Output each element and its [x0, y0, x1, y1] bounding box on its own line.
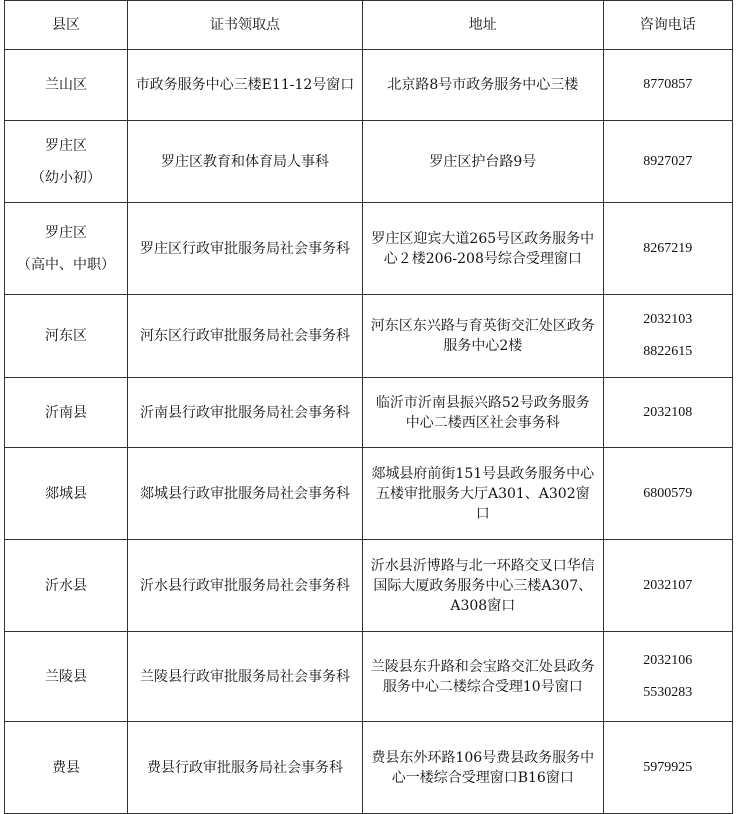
pickup-point-cell: 罗庄区行政审批服务局社会事务科 [127, 203, 362, 295]
phone-cell: 2032103 8822615 [603, 295, 732, 378]
phone-cell: 6800579 [603, 448, 732, 540]
pickup-point-cell: 罗庄区教育和体育局人事科 [127, 121, 362, 203]
table-row [5, 50, 733, 121]
header-pickup-point: 证书领取点 [127, 1, 362, 50]
district-cell: 郯城县 [5, 448, 128, 540]
header-address: 地址 [363, 1, 604, 50]
address-cell: 北京路8号市政务服务中心三楼 [363, 50, 604, 121]
pickup-point-cell: 郯城县行政审批服务局社会事务科 [127, 448, 362, 540]
address-cell: 临沂市沂南县振兴路52号政务服务中心二楼西区社会事务科 [363, 378, 604, 448]
district-cell: 罗庄区 （高中、中职） [5, 203, 128, 295]
header-district: 县区 [5, 1, 128, 50]
pickup-point-cell: 沂南县行政审批服务局社会事务科 [127, 378, 362, 448]
pickup-point-cell: 兰陵县行政审批服务局社会事务科 [127, 632, 362, 722]
district-cell: 沂水县 [5, 540, 128, 632]
address-cell: 兰陵县东升路和会宝路交汇处县政务服务中心二楼综合受理10号窗口 [363, 632, 604, 722]
phone-cell: 5979925 [603, 722, 732, 814]
pickup-point-cell: 河东区行政审批服务局社会事务科 [127, 295, 362, 378]
district-cell: 罗庄区 （幼小初） [5, 121, 128, 203]
address-cell: 沂水县沂博路与北一环路交叉口华信国际大厦政务服务中心三楼A307、A308窗口 [363, 540, 604, 632]
phone-cell: 2032107 [603, 540, 732, 632]
table-row [5, 448, 733, 540]
table-row [5, 378, 733, 448]
pickup-point-cell: 费县行政审批服务局社会事务科 [127, 722, 362, 814]
district-cell: 兰陵县 [5, 632, 128, 722]
table-row [5, 722, 733, 814]
district-cell: 兰山区 [5, 50, 128, 121]
table-row [5, 632, 733, 722]
address-cell: 罗庄区护台路9号 [363, 121, 604, 203]
table-row [5, 295, 733, 378]
header-phone: 咨询电话 [603, 1, 732, 50]
pickup-point-cell: 沂水县行政审批服务局社会事务科 [127, 540, 362, 632]
district-cell: 费县 [5, 722, 128, 814]
phone-cell: 2032108 [603, 378, 732, 448]
district-cell: 河东区 [5, 295, 128, 378]
header-row [5, 1, 733, 50]
phone-cell: 2032106 5530283 [603, 632, 732, 722]
phone-cell: 8770857 [603, 50, 732, 121]
address-cell: 费县东外环路106号费县政务服务中心一楼综合受理窗口B16窗口 [363, 722, 604, 814]
district-cell: 沂南县 [5, 378, 128, 448]
pickup-points-table [4, 0, 733, 814]
table-row [5, 203, 733, 295]
table-row [5, 540, 733, 632]
pickup-point-cell: 市政务服务中心三楼E11-12号窗口 [127, 50, 362, 121]
address-cell: 罗庄区迎宾大道265号区政务服务中心２楼206-208号综合受理窗口 [363, 203, 604, 295]
address-cell: 郯城县府前街151号县政务服务中心五楼审批服务大厅A301、A302窗口 [363, 448, 604, 540]
phone-cell: 8267219 [603, 203, 732, 295]
table-row [5, 121, 733, 203]
phone-cell: 8927027 [603, 121, 732, 203]
address-cell: 河东区东兴路与育英街交汇处区政务服务中心2楼 [363, 295, 604, 378]
